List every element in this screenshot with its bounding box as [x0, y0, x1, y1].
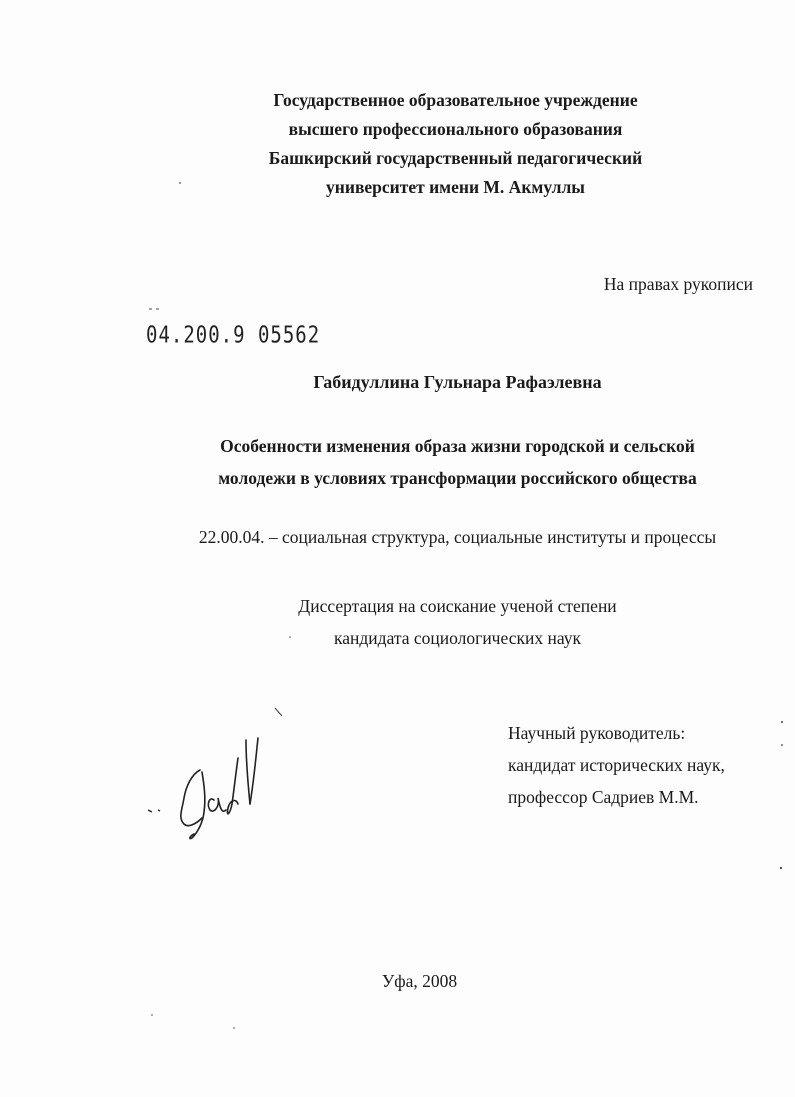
- scientific-supervisor: [508, 717, 725, 813]
- institution-line: высшего профессионального образования: [288, 119, 623, 139]
- city-year: Уфа, 2008: [381, 971, 458, 991]
- archive-code-stamp: 04.200.9 05562: [146, 322, 321, 349]
- supervisor-line: Научный руководитель:: [508, 723, 686, 743]
- degree-line: кандидата социологических наук: [334, 628, 581, 648]
- title-line: Особенности изменения образа жизни городской и сельской: [220, 436, 695, 456]
- title-line: молодежи в условиях трансформации российского общества: [218, 468, 697, 488]
- institution-line: Башкирский государственный педагогический: [268, 148, 643, 168]
- supervisor-line: кандидат исторических наук,: [508, 755, 725, 775]
- institution-line: Государственное образовательное учреждение: [273, 90, 638, 110]
- author-name: Габидуллина Гульнара Рафаэлевна: [313, 372, 602, 392]
- dissertation-title: [60, 430, 795, 494]
- handwritten-signature-icon: [140, 700, 280, 850]
- institution-header: [58, 86, 795, 202]
- specialty-code: 22.00.04. – социальная структура, социальные институты и процессы: [198, 527, 717, 547]
- supervisor-line: профессор Садриев М.М.: [508, 787, 699, 807]
- rights-note: На правах рукописи: [603, 274, 753, 294]
- degree-line: Диссертация на соискание ученой степени: [298, 596, 617, 616]
- degree-statement: [60, 590, 795, 654]
- institution-line: университет имени М. Акмуллы: [326, 177, 585, 197]
